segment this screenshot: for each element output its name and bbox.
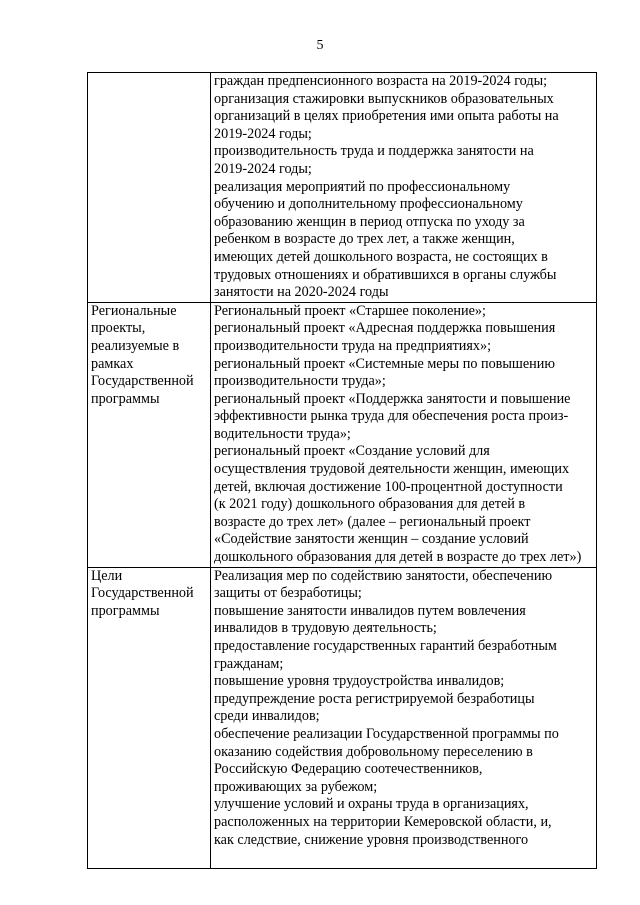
table-body	[88, 73, 597, 869]
text-line: рамках	[91, 355, 134, 372]
text-line: повышение уровня трудоустройства инвалидов;	[214, 673, 505, 690]
text-line: обеспечение реализации Государственной программы по	[214, 725, 559, 742]
text-line: региональный проект «Создание условий для	[214, 443, 490, 460]
text-line: региональный проект «Поддержка занятости и повышение	[214, 390, 571, 407]
text-line: проекты,	[91, 320, 146, 337]
text-line: оказанию содействия добровольному переселению в	[214, 743, 533, 760]
row-label-cell	[88, 567, 211, 868]
text-line: Государственной	[91, 585, 194, 602]
text-line: трудовых отношениях и обратившихся в органы службы	[214, 266, 557, 283]
text-line: Государственной	[91, 373, 194, 390]
text-line: образованию женщин в период отпуска по уходу за	[214, 213, 525, 230]
text-line: региональный проект «Адресная поддержка повышения	[214, 320, 556, 337]
text-line: предупреждение роста регистрируемой безработицы	[214, 690, 535, 707]
text-line: предоставление государственных гарантий безработным	[214, 638, 557, 654]
text-line: имеющих детей дошкольного возраста, не состоящих в	[214, 248, 548, 265]
text-line: организация стажировки выпускников образовательных	[214, 90, 554, 107]
row-content-cell	[211, 73, 597, 303]
text-line: производительности труда»;	[214, 373, 386, 390]
text-line: ребенком в возрасте до трех лет, а также женщин,	[214, 231, 515, 248]
text-line: организаций в целях приобретения ими опыта работы на	[214, 108, 559, 125]
text-line: среди инвалидов;	[214, 708, 320, 725]
text-line: обучению и дополнительному профессиональному	[214, 196, 523, 213]
text-line: граждан предпенсионного возраста на 2019-2024 годы;	[214, 73, 548, 89]
text-line: 2019-2024 годы;	[214, 160, 312, 177]
text-line: гражданам;	[214, 655, 284, 672]
text-line: региональный проект «Системные меры по повышению	[214, 355, 555, 372]
text-line: повышение занятости инвалидов путем вовлечения	[214, 602, 526, 619]
text-line: Реализация мер по содействию занятости, обеспечению	[214, 567, 553, 584]
text-line: производительности труда на предприятиях»;	[214, 337, 492, 354]
text-line: (к 2021 году) дошкольного образования для детей в	[214, 496, 526, 513]
text-line: детей, включая достижение 100-процентной доступности	[214, 478, 563, 495]
text-line: расположенных на территории Кемеровской области, и,	[214, 813, 552, 830]
text-line: осуществления трудовой деятельности женщин, имеющих	[214, 461, 570, 478]
text-line: улучшение условий и охраны труда в организациях,	[214, 796, 529, 813]
row-label-cell	[88, 302, 211, 567]
text-line: Региональный проект «Старшее поколение»;	[214, 302, 486, 319]
passport-table	[87, 72, 597, 869]
text-line: инвалидов в трудовую деятельность;	[214, 620, 437, 637]
table-row	[88, 567, 597, 868]
text-line: 2019-2024 годы;	[214, 125, 312, 142]
text-line: Региональные	[91, 302, 177, 319]
text-line: программы	[91, 390, 160, 407]
text-line: реализация мероприятий по профессиональному	[214, 178, 511, 195]
text-line: дошкольного образования для детей в возрасте до трех лет»)	[214, 549, 582, 566]
text-line: как следствие, снижение уровня производственного	[214, 831, 529, 848]
text-line: эффективности рынка труда для обеспечения роста произ-	[214, 408, 569, 425]
text-line: программы	[91, 602, 160, 619]
text-line: реализуемые в	[91, 337, 180, 354]
table-row	[88, 73, 597, 303]
text-line: производительность труда и поддержка занятости на	[214, 143, 534, 160]
table-row	[88, 302, 597, 567]
text-line: Российскую Федерацию соотечественников,	[214, 761, 483, 778]
text-line: возрасте до трех лет» (далее – региональный проект	[214, 513, 531, 530]
row-label-cell	[88, 73, 211, 303]
page-number: 5	[316, 38, 324, 53]
text-line: водительности труда»;	[214, 425, 351, 442]
text-line: защиты от безработицы;	[214, 585, 362, 602]
text-line: проживающих за рубежом;	[214, 778, 378, 795]
text-line: Цели	[91, 567, 123, 584]
text-line: «Содействие занятости женщин – создание условий	[214, 531, 529, 548]
text-line: занятости на 2020-2024 годы	[214, 284, 389, 301]
row-content-cell	[211, 302, 597, 567]
row-content-cell	[211, 567, 597, 868]
